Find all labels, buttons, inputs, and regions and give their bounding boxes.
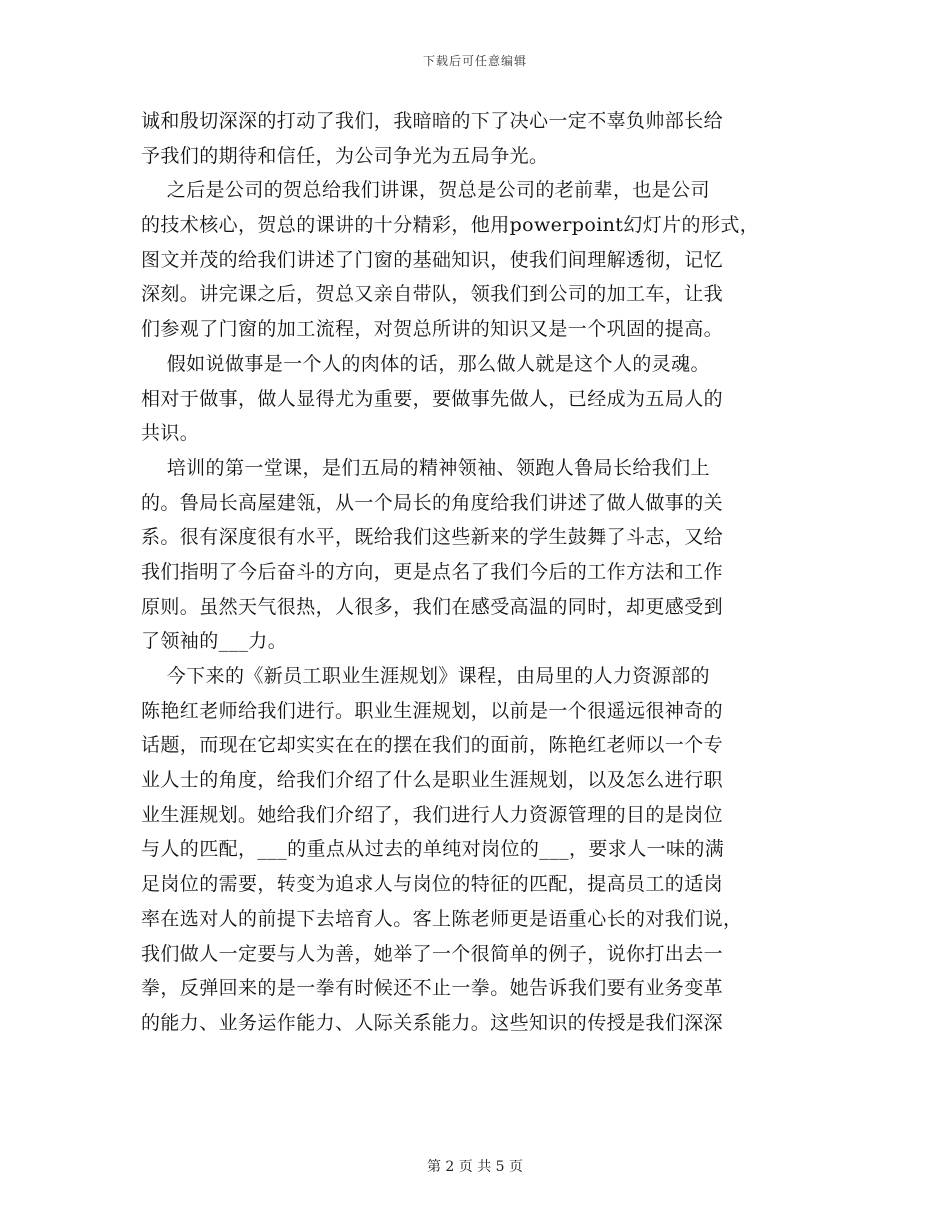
body-line: 陈艳红老师给我们进行。职业生涯规划，以前是一个很遥远很神奇的 xyxy=(141,699,724,722)
body-line: 诚和殷切深深的打动了我们，我暗暗的下了决心一定不辜负帅部长给 xyxy=(141,110,724,132)
body-line: 予我们的期待和信任，为公司争光为五局争光。 xyxy=(141,144,549,167)
body-line: 业生涯规划。她给我们介绍了，我们进行人力资源管理的目的是岗位 xyxy=(141,803,724,826)
body-line: 足岗位的需要，转变为追求人与岗位的特征的匹配，提高员工的适岗 xyxy=(141,873,724,896)
body-line: 业人士的角度，给我们介绍了什么是职业生涯规划，以及怎么进行职 xyxy=(141,769,724,792)
body-line: 与人的匹配，___的重点从过去的单纯对岗位的___，要求人一味的满 xyxy=(141,838,725,861)
body-line: 话题，而现在它却实实在在的摆在我们的面前，陈艳红老师以一个专 xyxy=(141,734,724,757)
body-line: 的技术核心，贺总的课讲的十分精彩，他用powerpoint幻灯片的形式， xyxy=(141,214,760,237)
body-line: 的。鲁局长高屋建瓴，从一个局长的角度给我们讲述了做人做事的关 xyxy=(141,491,724,514)
body-line: 原则。虽然天气很热，人很多，我们在感受高温的同时，却更感受到 xyxy=(141,595,724,618)
body-line: 相对于做事，做人显得尤为重要，要做事先做人，已经成为五局人的 xyxy=(141,387,724,410)
body-line: 培训的第一堂课，是们五局的精神领袖、领跑人鲁局长给我们上 xyxy=(141,456,710,479)
body-line: 们参观了门窗的加工流程，对贺总所讲的知识又是一个巩固的提高。 xyxy=(141,318,724,341)
body-line: 之后是公司的贺总给我们讲课，贺总是公司的老前辈，也是公司 xyxy=(141,179,710,202)
body-line: 系。很有深度很有水平，既给我们这些新来的学生鼓舞了斗志，又给 xyxy=(141,526,724,549)
page-number-footer: 第 2 页 共 5 页 xyxy=(426,1159,524,1175)
body-line: 率在选对人的前提下去培育人。客上陈老师更是语重心长的对我们说， xyxy=(141,907,743,930)
body-line: 了领袖的___力。 xyxy=(141,630,288,653)
body-line: 共识。 xyxy=(141,422,200,445)
body-line: 今下来的《新员工职业生涯规划》课程，由局里的人力资源部的 xyxy=(141,665,710,687)
body-line: 我们指明了今后奋斗的方向，更是点名了我们今后的工作方法和工作 xyxy=(141,560,724,583)
body-line: 我们做人一定要与人为善，她举了一个很简单的例子，说你打出去一 xyxy=(141,942,724,965)
document-body xyxy=(141,104,811,1041)
body-line: 图文并茂的给我们讲述了门窗的基础知识，使我们间理解透彻，记忆 xyxy=(141,248,724,271)
body-line: 拳，反弹回来的是一拳有时候还不止一拳。她告诉我们要有业务变革 xyxy=(141,977,724,1000)
page-header: 下载后可任意编辑 xyxy=(422,54,527,68)
body-line: 假如说做事是一个人的肉体的话，那么做人就是这个人的灵魂。 xyxy=(141,352,710,375)
body-line: 的能力、业务运作能力、人际关系能力。这些知识的传授是我们深深 xyxy=(141,1011,724,1034)
body-line: 深刻。讲完课之后，贺总又亲自带队，领我们到公司的加工车，让我 xyxy=(141,283,724,306)
